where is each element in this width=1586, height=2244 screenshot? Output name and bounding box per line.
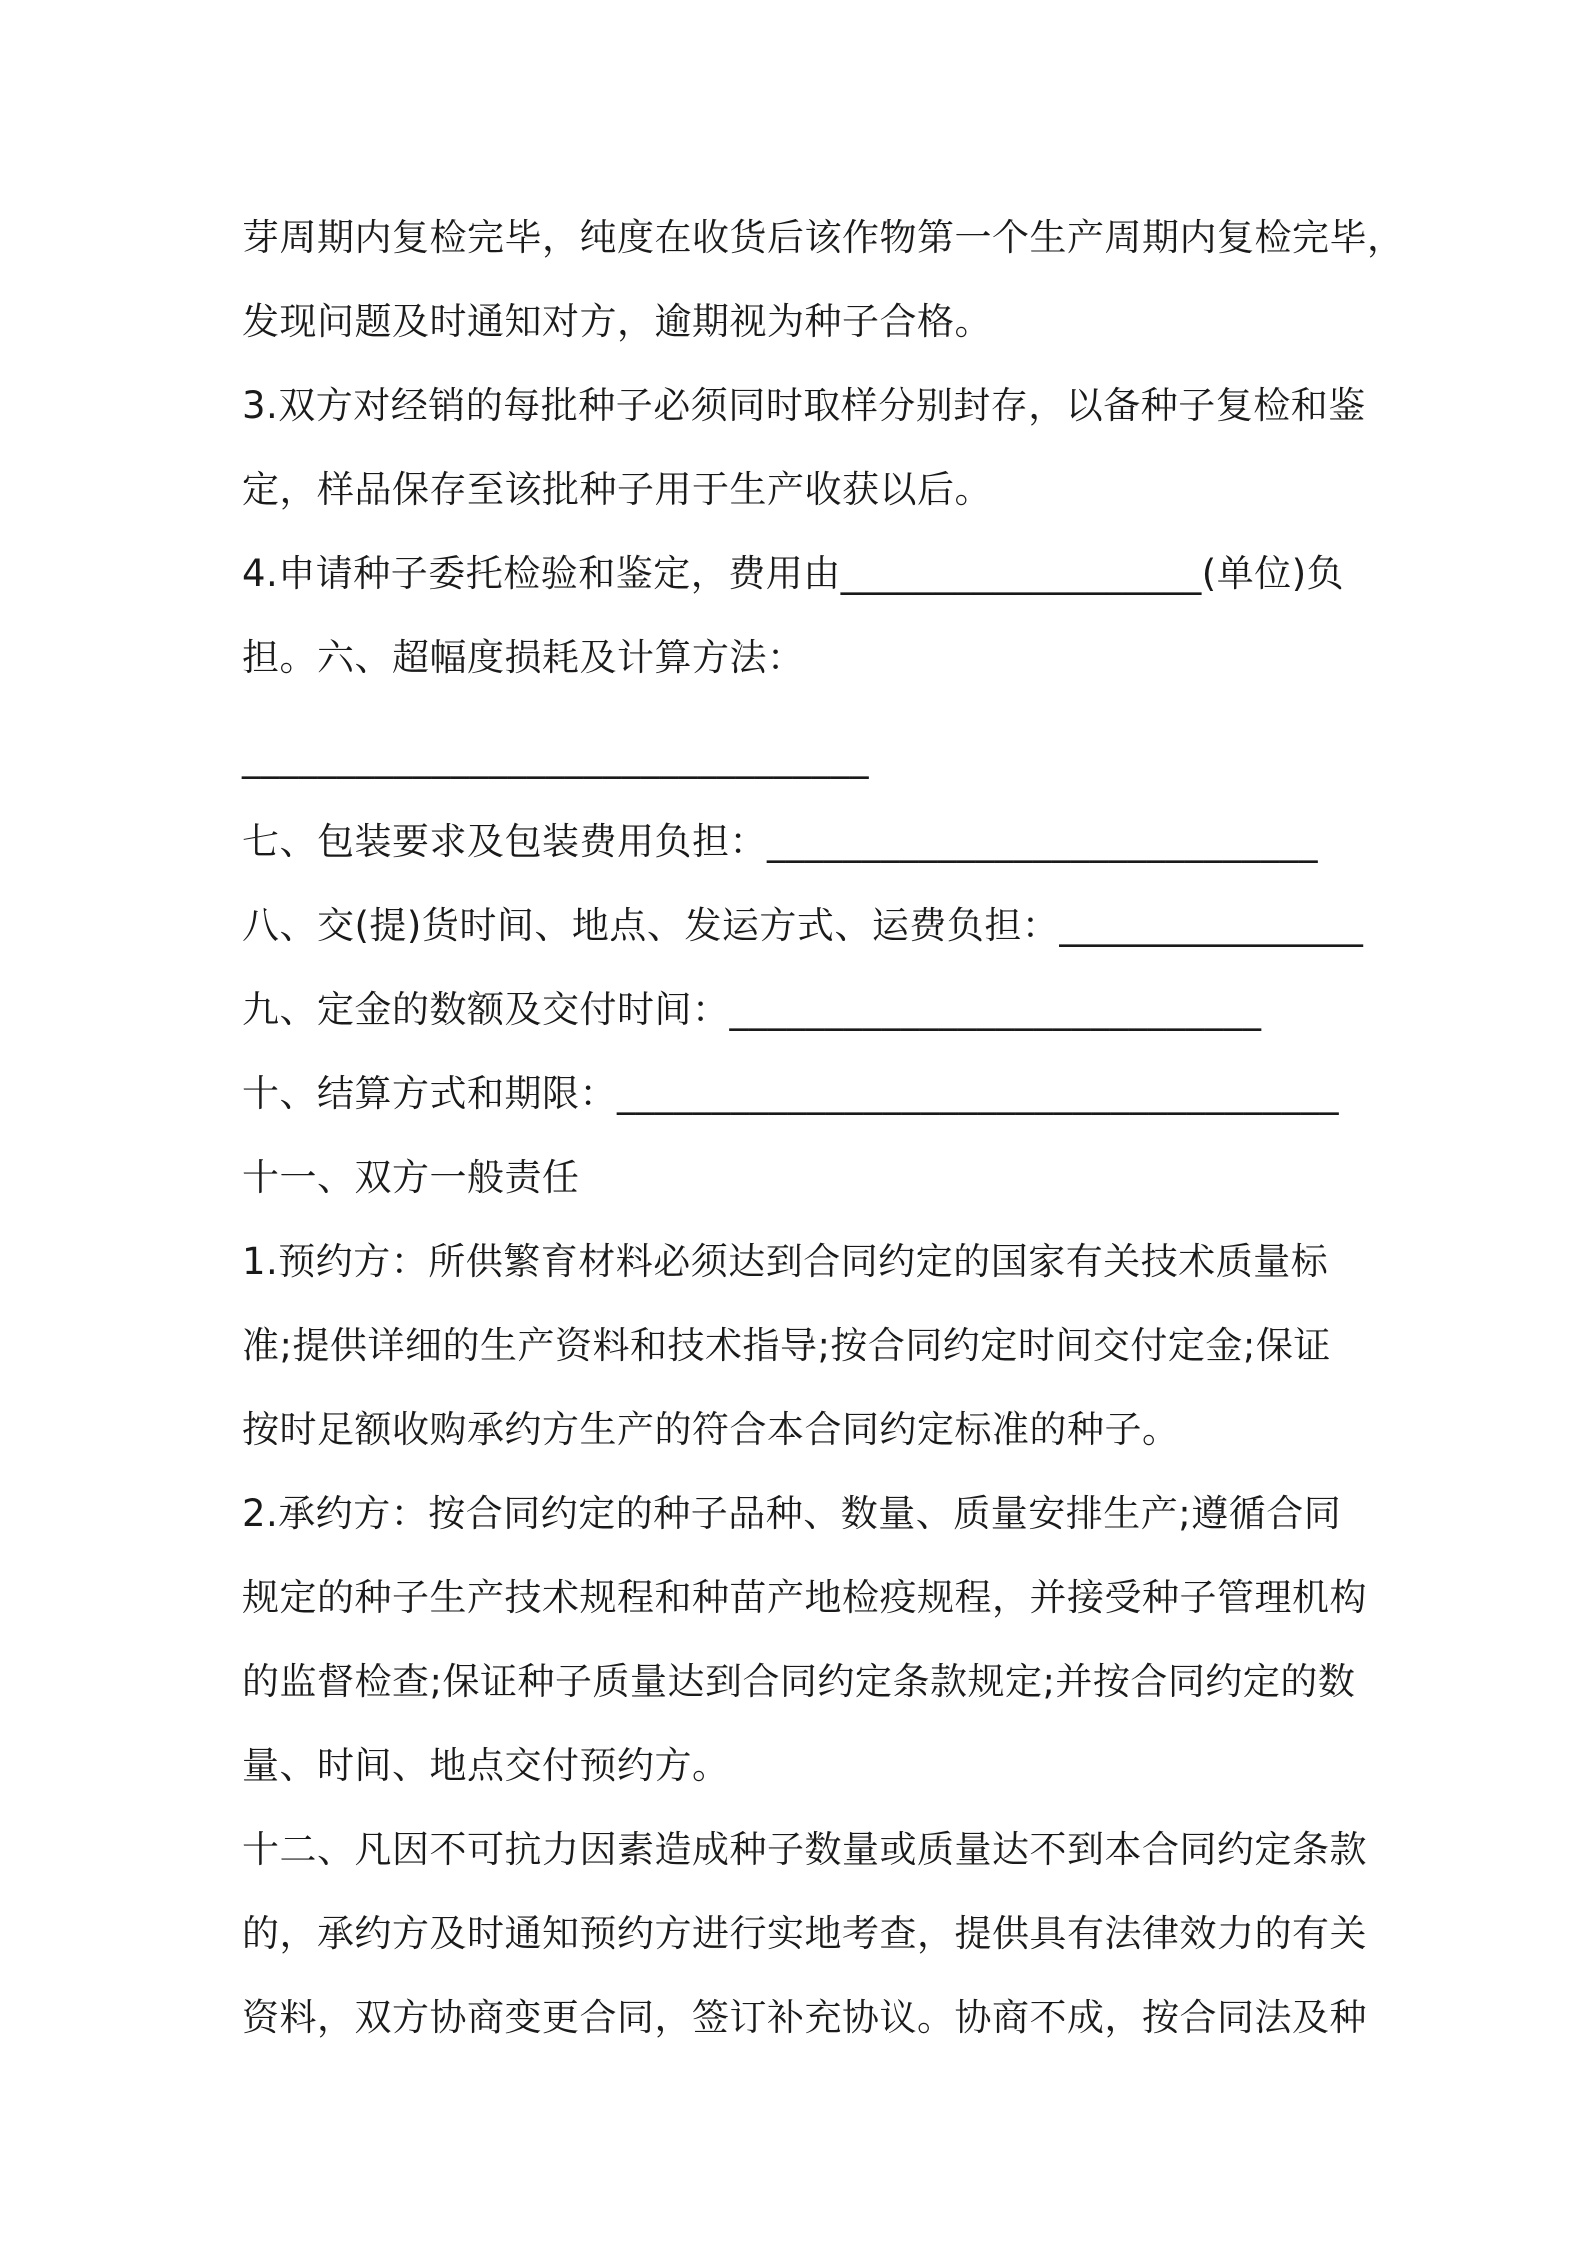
text-line: 十、结算方式和期限：______________________________________ (242, 1072, 1339, 1115)
text-line: 发现问题及时通知对方，逾期视为种子合格。 (242, 300, 992, 343)
document-body (242, 196, 1405, 2060)
text-line: 八、交(提)货时间、地点、发运方式、运费负担：________________ (242, 904, 1364, 947)
section-heading: 十一、双方一般责任 (242, 1156, 580, 1199)
text-line: 准;提供详细的生产资料和技术指导;按合同约定时间交付定金;保证 (242, 1324, 1331, 1367)
text-line: 担。六、超幅度损耗及计算方法： (242, 636, 805, 679)
text-line: 资料，双方协商变更合同，签订补充协议。协商不成，按合同法及种 (242, 1996, 1367, 2039)
text-line: 3.双方对经销的每批种子必须同时取样分别封存，以备种子复检和鉴 (242, 384, 1366, 427)
text-line: 的，承约方及时通知预约方进行实地考查，提供具有法律效力的有关 (242, 1912, 1367, 1955)
text-line: 4.申请种子委托检验和鉴定，费用由___________________(单位)负 (242, 552, 1345, 595)
text-line: 2.承约方：按合同约定的种子品种、数量、质量安排生产;遵循合同 (242, 1492, 1342, 1535)
text-line: 芽周期内复检完毕，纯度在收货后该作物第一个生产周期内复检完毕， (242, 216, 1405, 259)
text-line: 规定的种子生产技术规程和种苗产地检疫规程，并接受种子管理机构 (242, 1576, 1367, 1619)
text-line: 十二、凡因不可抗力因素造成种子数量或质量达不到本合同约定条款 (242, 1828, 1367, 1871)
text-line: 九、定金的数额及交付时间：____________________________ (242, 988, 1262, 1031)
text-line: 的监督检查;保证种子质量达到合同约定条款规定;并按合同约定的数 (242, 1660, 1356, 1703)
text-line: 量、时间、地点交付预约方。 (242, 1744, 730, 1787)
blank-underline-line: _________________________________ (242, 736, 869, 779)
text-line: 定，样品保存至该批种子用于生产收获以后。 (242, 468, 992, 511)
text-line: 七、包装要求及包装费用负担：_____________________________ (242, 820, 1318, 863)
text-line: 1.预约方：所供繁育材料必须达到合同约定的国家有关技术质量标 (242, 1240, 1329, 1283)
text-line: 按时足额收购承约方生产的符合本合同约定标准的种子。 (242, 1408, 1180, 1451)
